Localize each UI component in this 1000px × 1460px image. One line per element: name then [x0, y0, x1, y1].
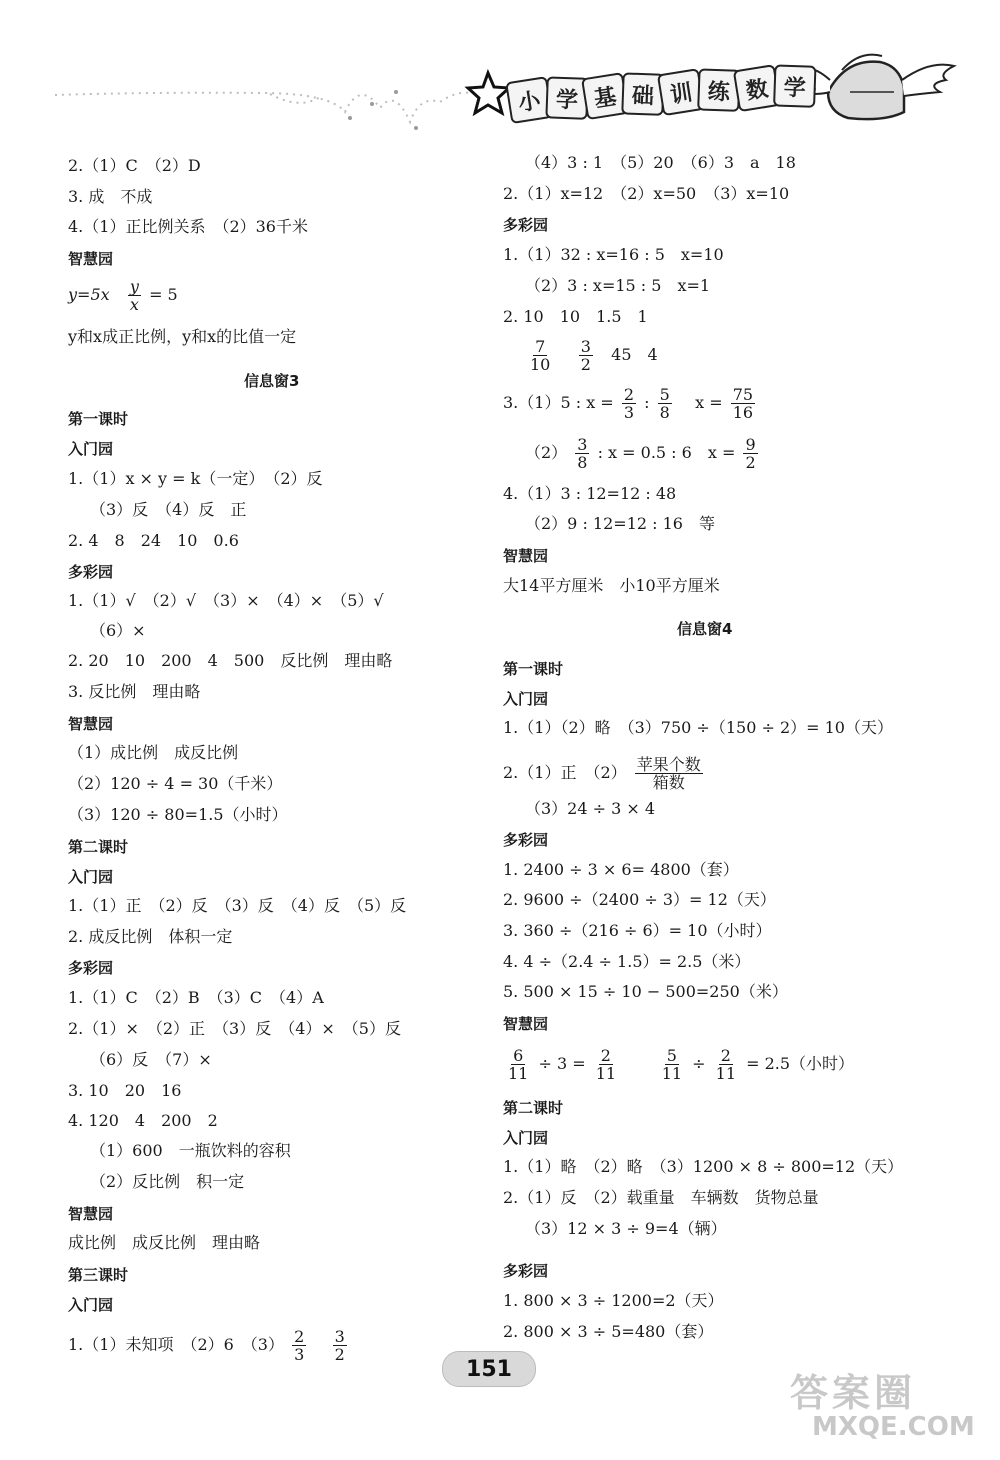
- fraction-line: （2） $\frac{3}{8}$ : x = 0.5 : 6 x = $\frac{9}{2}$: [525, 435, 756, 472]
- watermark-logo: 答案圈: [790, 1371, 917, 1415]
- answer-line: 3. 360 ÷（216 ÷ 6）= 10（小时）: [503, 921, 772, 940]
- section-heading: 多彩园: [503, 216, 549, 234]
- section-heading: 入门园: [68, 1296, 114, 1314]
- section-heading: 入门园: [68, 868, 114, 886]
- title-char-tile: 数: [733, 64, 781, 112]
- title-char-tile: 学: [545, 76, 588, 119]
- star-icon: [468, 73, 509, 113]
- answer-line: 2. 成反比例 体积一定: [68, 927, 233, 946]
- lesson-title: 第一课时: [503, 660, 564, 678]
- answer-line: 4. 120 4 200 2: [68, 1111, 218, 1130]
- answer-line: （2）120 ÷ 4 = 30（千米）: [68, 774, 283, 793]
- section-heading: 智慧园: [503, 1015, 549, 1033]
- watermark-url: MXQE.COM: [812, 1412, 975, 1442]
- answer-line: 1.（1）（2）略 （3）750 ÷（150 ÷ 2）= 10（天）: [503, 718, 893, 737]
- answer-line: 4. 4 ÷（2.4 ÷ 1.5）= 2.5（米）: [503, 952, 751, 971]
- answer-line: （2）9 : 12=12 : 16 等: [525, 514, 715, 533]
- answer-line: 4.（1）正比例关系 （2）36千米: [68, 217, 308, 236]
- page-number: 151: [442, 1351, 536, 1387]
- answer-line: 2. 10 10 1.5 1: [503, 307, 648, 326]
- answer-line: （1）成比例 成反比例: [68, 743, 239, 762]
- answer-line: 成比例 成反比例 理由略: [68, 1233, 261, 1252]
- answer-line: （3）反 （4）反 正: [90, 500, 247, 519]
- section-heading: 智慧园: [503, 547, 549, 565]
- answer-line: 2. 20 10 200 4 500 反比例 理由略: [68, 651, 393, 670]
- answer-line: 4.（1）3 : 12=12 : 48: [503, 484, 677, 503]
- answer-line: 1. 800 × 3 ÷ 1200=2（天）: [503, 1291, 724, 1310]
- answer-line: （3）120 ÷ 80=1.5（小时）: [68, 805, 288, 824]
- answer-line: 2.（1）反 （2）载重量 车辆数 货物总量: [503, 1188, 819, 1207]
- lesson-title: 第二课时: [503, 1099, 564, 1117]
- answer-line: 3. 反比例 理由略: [68, 682, 201, 701]
- answer-line: 5. 500 × 15 ÷ 10 − 500=250（米）: [503, 982, 788, 1001]
- answer-line: 3. 成 不成: [68, 187, 153, 206]
- winged-bag-icon: [800, 55, 954, 120]
- chapter-title: 信息窗3: [244, 372, 300, 390]
- title-char-tile: 基: [581, 72, 629, 120]
- section-heading: 入门园: [68, 440, 114, 458]
- answer-line: 3. 10 20 16: [68, 1081, 182, 1100]
- answer-line: （1）600 一瓶饮料的容积: [90, 1141, 291, 1160]
- answer-line: 1.（1）32 : x=16 : 5 x=10: [503, 245, 724, 264]
- answer-line: （4）3 : 1 （5）20 （6）3 a 18: [525, 153, 796, 172]
- answer-line: 1.（1）C （2）B （3）C （4）A: [68, 988, 324, 1007]
- section-heading: 多彩园: [68, 563, 114, 581]
- fraction-line: 1.（1）未知项 （2）6 （3） $\frac{2}{3}$ $\frac{3}{2}$: [68, 1327, 345, 1364]
- section-heading: 智慧园: [68, 715, 114, 733]
- answer-line: 2.（1）C （2）D: [68, 156, 201, 175]
- answer-line: 1. 2400 ÷ 3 × 6= 4800（套）: [503, 860, 739, 879]
- answer-line: （6）×: [90, 621, 146, 640]
- answer-line: 大14平方厘米 小10平方厘米: [503, 576, 720, 595]
- answer-line: （3）24 ÷ 3 × 4: [525, 799, 656, 818]
- answer-line: （2）3 : x=15 : 5 x=1: [525, 276, 711, 295]
- section-heading: 入门园: [503, 690, 549, 708]
- section-heading: 多彩园: [503, 831, 549, 849]
- lesson-title: 第一课时: [68, 410, 129, 428]
- page-header: [0, 0, 1000, 150]
- answer-line: （2）反比例 积一定: [90, 1172, 245, 1191]
- lesson-title: 第二课时: [68, 838, 129, 856]
- section-heading: 入门园: [503, 1129, 549, 1147]
- title-char-tile: 练: [697, 68, 740, 111]
- fraction-line: $\frac{7}{10}$ $\frac{3}{2}$ 45 4: [530, 337, 658, 374]
- answer-line: 1.（1）x × y = k（一定） （2）反: [68, 469, 323, 488]
- title-char-tile: 础: [621, 72, 664, 115]
- section-heading: 多彩园: [503, 1262, 549, 1280]
- answer-line: （6）反 （7）×: [90, 1050, 212, 1069]
- title-char-tile: 学: [773, 64, 816, 107]
- answer-line: 2.（1）x=12 （2）x=50 （3）x=10: [503, 184, 790, 203]
- answer-line: 2. 4 8 24 10 0.6: [68, 531, 239, 550]
- title-char-tile: 训: [657, 68, 705, 116]
- header-decoration: [0, 0, 1000, 150]
- answer-line: 1.（1）略 （2）略 （3）1200 × 8 ÷ 800=12（天）: [503, 1157, 904, 1176]
- answer-line: 2. 9600 ÷（2400 ÷ 3）= 12（天）: [503, 890, 776, 909]
- answer-line: 1.（1）√ （2）√ （3）× （4）× （5）√: [68, 591, 384, 610]
- formula-line: y=5x $\frac{y}{x}$ = 5: [68, 277, 178, 314]
- fraction-line: 3.（1）5 : x = $\frac{2}{3}$ : $\frac{5}{8}$ x = $\frac{75}{16}$: [503, 385, 754, 422]
- answer-line: 1.（1）正 （2）反 （3）反 （4）反 （5）反: [68, 896, 407, 915]
- watermark: [782, 1362, 992, 1452]
- answer-line: 2. 800 × 3 ÷ 5=480（套）: [503, 1322, 714, 1341]
- chapter-title: 信息窗4: [677, 620, 733, 638]
- fraction-line: 2.（1）正 （2） $\frac{\text{苹果个数}}{\text{箱数}}$: [503, 755, 701, 792]
- section-heading: 智慧园: [68, 250, 114, 268]
- section-heading: 智慧园: [68, 1205, 114, 1223]
- answer-line: y和x成正比例，y和x的比值一定: [68, 327, 297, 346]
- section-heading: 多彩园: [68, 959, 114, 977]
- title-char-tile: 小: [505, 76, 553, 124]
- fraction-line: $\frac{6}{11}$ ÷ 3 = $\frac{2}{11}$ $\frac{5}{11}$ ÷ $\frac{2}{11}$ = 2.5（小时）: [508, 1046, 855, 1083]
- lesson-title: 第三课时: [68, 1266, 129, 1284]
- answer-line: （3）12 × 3 ÷ 9=4（辆）: [525, 1219, 727, 1238]
- answer-line: 2.（1）× （2）正 （3）反 （4）× （5）反: [68, 1019, 401, 1038]
